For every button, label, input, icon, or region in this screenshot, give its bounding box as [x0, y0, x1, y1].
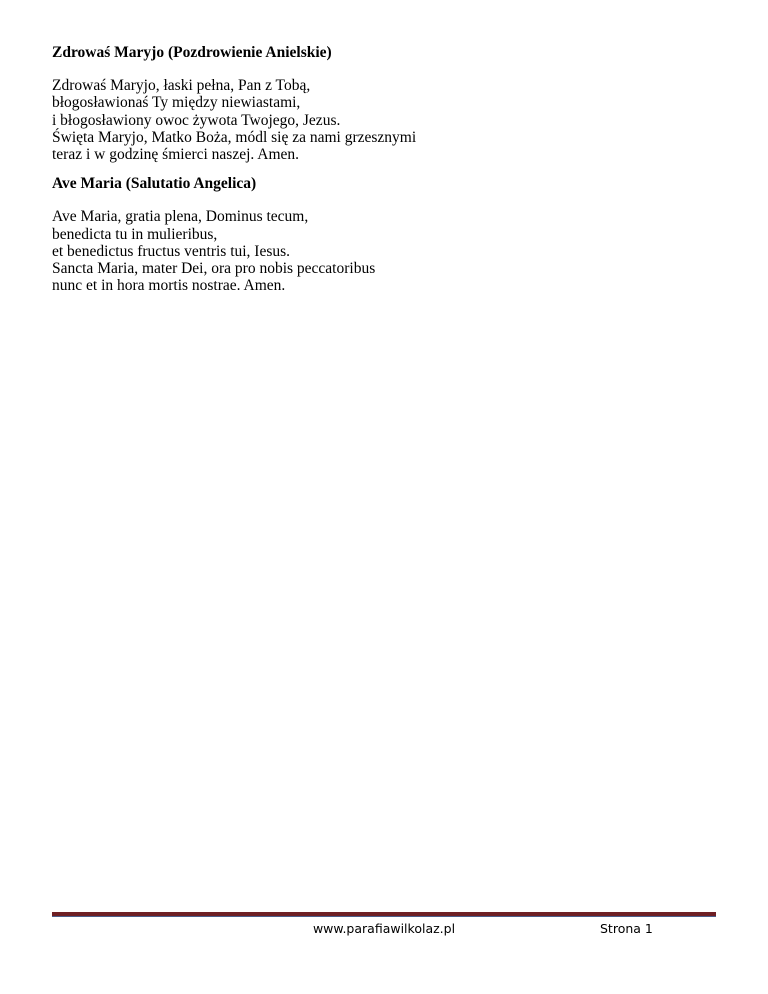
prayer-line: Sancta Maria, mater Dei, ora pro nobis peccatoribus [52, 260, 376, 278]
document-body [52, 44, 712, 294]
prayer-text-polish [52, 77, 712, 163]
prayer-line: błogosławionaś Ty między niewiastami, [52, 94, 301, 112]
prayer-line: Zdrowaś Maryjo, łaski pełna, Pan z Tobą, [52, 77, 311, 95]
section-latin [52, 175, 712, 294]
footer-divider [52, 912, 716, 918]
prayer-line: Ave Maria, gratia plena, Dominus tecum, [52, 208, 309, 226]
prayer-line: et benedictus fructus ventris tui, Iesus. [52, 242, 291, 260]
prayer-line: i błogosławiony owoc żywota Twojego, Jezus. [52, 111, 341, 129]
prayer-line: teraz i w godzinę śmierci naszej. Amen. [52, 146, 300, 164]
section-polish [52, 44, 712, 163]
footer-website: www.parafiawilkolaz.pl [312, 921, 456, 936]
prayer-line: Święta Maryjo, Matko Boża, módl się za nami grzesznymi [52, 128, 417, 146]
prayer-line: benedicta tu in mulieribus, [52, 225, 218, 243]
prayer-line: nunc et in hora mortis nostrae. Amen. [52, 277, 286, 295]
section-heading-latin: Ave Maria (Salutatio Angelica) [52, 175, 257, 193]
footer-divider-light-band [52, 916, 716, 917]
prayer-text-latin [52, 208, 712, 294]
footer-page-number: Strona 1 [600, 921, 653, 936]
section-heading-polish: Zdrowaś Maryjo (Pozdrowienie Anielskie) [52, 44, 332, 61]
